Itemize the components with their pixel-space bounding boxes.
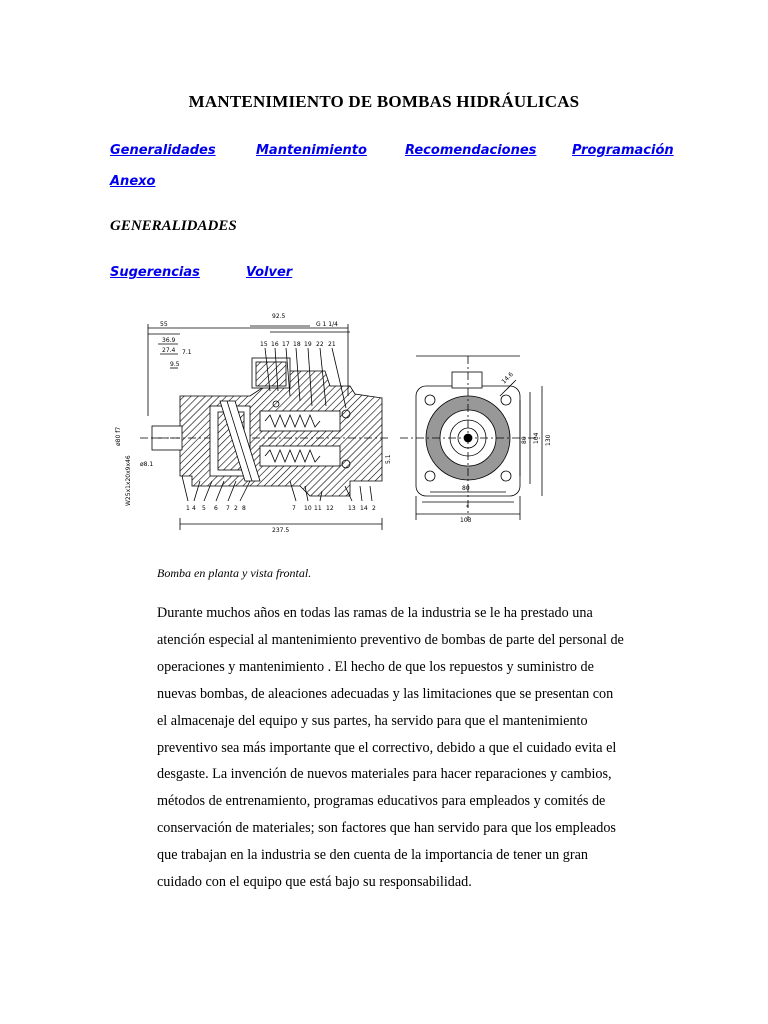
part-number: 8	[242, 505, 246, 512]
part-number: 10	[304, 505, 312, 512]
paragraph-line: operaciones y mantenimiento . El hecho de que los repuestos y suministro de	[157, 658, 594, 675]
dim-label: 55	[160, 321, 168, 328]
part-number: 4	[192, 505, 196, 512]
paragraph-line: cuidado con el equipo que está bajo su responsabilidad.	[157, 874, 472, 891]
dim-label: 7.1	[182, 349, 192, 356]
part-number: 13	[348, 505, 356, 512]
part-number: 17	[282, 341, 290, 348]
link-volver[interactable]: Volver	[246, 265, 293, 280]
dim-label: *	[466, 504, 469, 511]
link-sugerencias[interactable]: Sugerencias	[110, 265, 200, 280]
dim-label: ø80 f7	[115, 426, 122, 446]
dim-label: 36.9	[162, 337, 176, 344]
part-number: 12	[326, 505, 334, 512]
part-number: 2	[372, 505, 376, 512]
nav-link-mantenimiento[interactable]: Mantenimiento	[256, 143, 367, 158]
part-number: 5	[202, 505, 206, 512]
part-number: 15	[260, 341, 268, 348]
dim-label: 9.5	[170, 361, 180, 368]
dim-label: 103	[460, 517, 472, 524]
dim-label: 104	[533, 432, 540, 444]
dim-label: ø8.1	[140, 461, 154, 468]
paragraph-line: atención especial al mantenimiento preventivo de bombas de parte del personal de	[157, 631, 624, 648]
part-number: 21	[328, 341, 336, 348]
figure-caption: Bomba en planta y vista frontal.	[157, 566, 312, 580]
paragraph-line: conservación de materiales; son factores que han servido para que los empleados	[157, 820, 616, 837]
paragraph-line: Durante muchos años en todas las ramas de la industria se le ha prestado una	[157, 605, 593, 621]
paragraph-line: métodos de entrenamiento, programas educativos para empleados y comités de	[157, 793, 606, 810]
dim-label: W25x1x20x9x46	[125, 455, 132, 506]
part-number: 2	[234, 505, 238, 512]
part-number: 11	[314, 505, 322, 512]
part-number: 7	[226, 505, 230, 512]
part-number: 18	[293, 341, 301, 348]
page-title: MANTENIMIENTO DE BOMBAS HIDRÁULICAS	[188, 92, 580, 111]
section-heading: GENERALIDADES	[110, 218, 237, 234]
pump-technical-drawing	[100, 296, 560, 546]
dim-label: G 1 1/4	[316, 321, 338, 328]
part-number: 7	[292, 505, 296, 512]
paragraph-line: que trabajan en la industria se den cuenta de la importancia de tener un gran	[157, 847, 588, 864]
paragraph-line: desgaste. La invención de nuevos materiales para hacer reparaciones y cambios,	[157, 766, 612, 783]
part-number: 16	[271, 341, 279, 348]
dim-label: 14.6	[500, 371, 515, 386]
part-number: 19	[304, 341, 312, 348]
body-paragraph	[157, 600, 677, 896]
dim-label: 27.4	[162, 347, 176, 354]
dim-label: 237.5	[272, 527, 290, 534]
side-section-view	[140, 324, 390, 530]
dim-label: 5.1	[385, 454, 392, 464]
paragraph-line: preventivo sea más importante que el correctivo, debido a que el cuidado evita el	[157, 739, 617, 756]
dim-label: 92.5	[272, 313, 286, 320]
paragraph-line: nuevas bombas, de aleaciones adecuadas y las limitaciones que se presentan con	[157, 685, 614, 702]
dim-label: 80	[462, 485, 470, 492]
dim-label: 80	[521, 436, 528, 444]
part-number: 22	[316, 341, 324, 348]
nav-link-generalidades[interactable]: Generalidades	[110, 143, 216, 158]
dim-label: 130	[545, 434, 552, 446]
paragraph-line: el almacenaje del equipo y sus partes, ha servido para que el mantenimiento	[157, 712, 588, 729]
part-number: 14	[360, 505, 368, 512]
part-number: 1	[186, 505, 190, 512]
nav-link-anexo[interactable]: Anexo	[110, 174, 156, 189]
part-number: 6	[214, 505, 218, 512]
nav-link-programacion[interactable]: Programación	[572, 143, 674, 158]
nav-link-recomendaciones[interactable]: Recomendaciones	[405, 143, 537, 158]
